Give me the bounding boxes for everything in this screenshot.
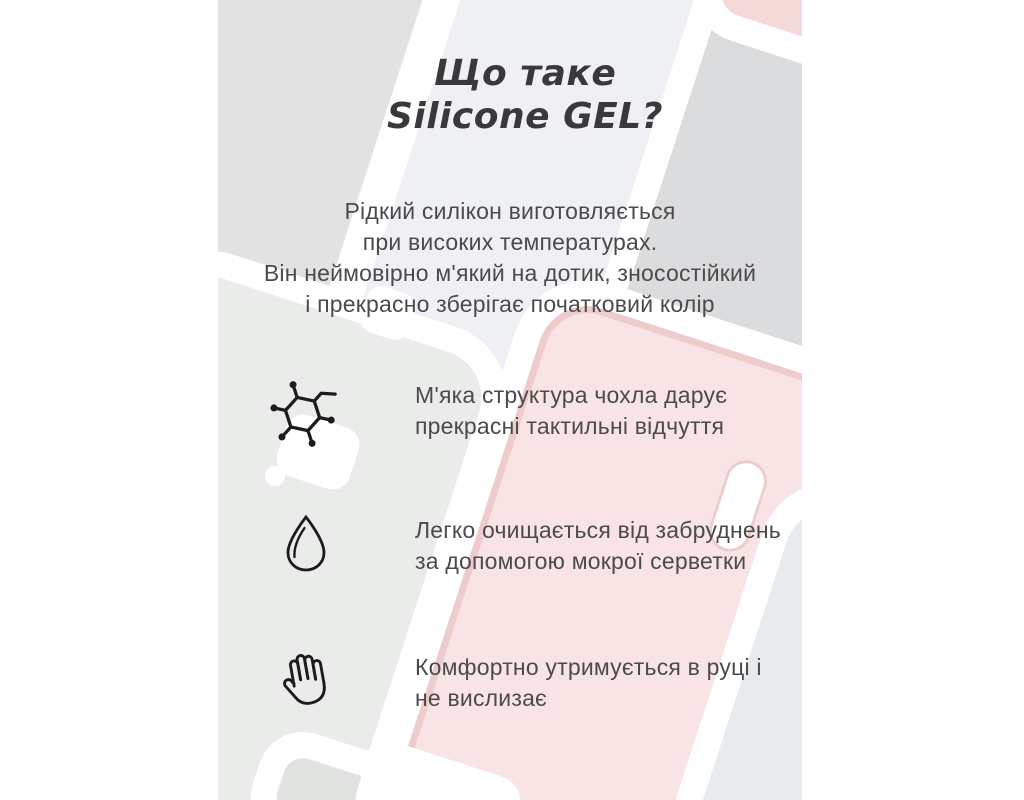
product-info-card xyxy=(218,0,802,800)
feature-text xyxy=(415,515,802,577)
intro-line: Рідкий силікон виготовляється xyxy=(344,198,676,224)
camera-hole-cutout xyxy=(429,1,446,18)
feature-line: прекрасні тактильні відчуття xyxy=(415,413,725,439)
title-line-2: Silicone GEL? xyxy=(386,96,664,137)
feature-soft-structure xyxy=(218,380,802,442)
camera-hole-cutout xyxy=(265,466,285,486)
feature-easy-clean xyxy=(218,515,802,577)
feature-line: М'яка структура чохла дарує xyxy=(415,382,728,408)
title-line-1: Що таке xyxy=(433,53,617,94)
intro-line: при високих температурах. xyxy=(362,229,658,255)
intro-line: і прекрасно зберігає початковий колір xyxy=(305,291,715,317)
water-drop-icon xyxy=(282,513,330,573)
feature-text xyxy=(415,380,802,442)
intro-paragraph xyxy=(218,196,802,320)
feature-text xyxy=(415,652,802,714)
page-title xyxy=(218,52,802,138)
intro-line: Він неймовірно м'який на дотик, зносостійкий xyxy=(263,260,757,286)
feature-line: не вислизає xyxy=(415,685,547,711)
hand-icon xyxy=(276,646,334,712)
feature-line: Комфортно утримується в руці і xyxy=(415,654,762,680)
feature-line: Легко очищається від забруднень xyxy=(415,517,781,543)
molecule-icon xyxy=(268,374,338,450)
feature-grip xyxy=(218,652,802,714)
feature-line: за допомогою мокрої серветки xyxy=(415,548,747,574)
